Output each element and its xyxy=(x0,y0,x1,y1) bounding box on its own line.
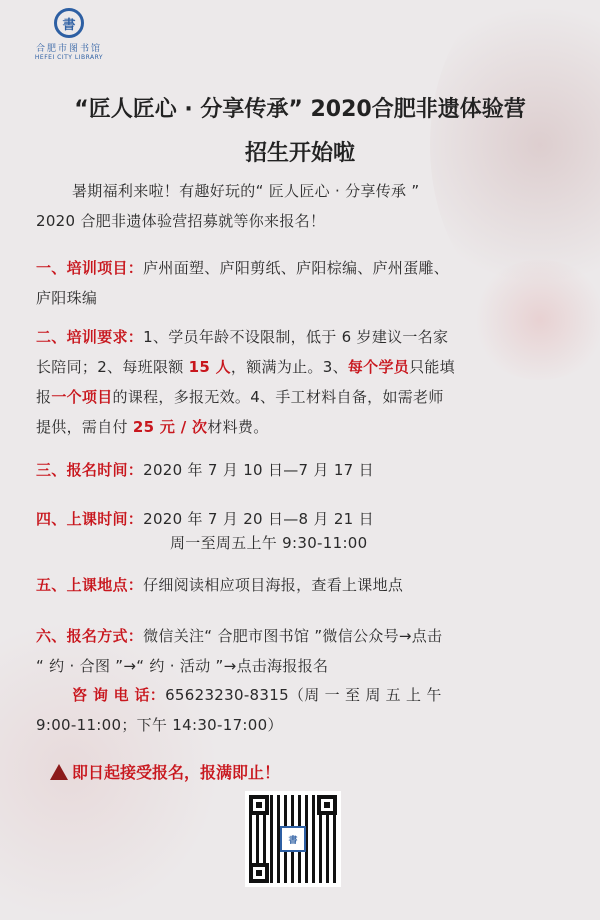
warning-triangle-icon xyxy=(50,764,68,780)
signup-text: 微信关注“ 合肥市图书馆 ”微信公众号→点击 xyxy=(143,627,443,645)
class-time-section xyxy=(36,504,576,558)
registration-time-section xyxy=(36,455,576,485)
requirements-text: 报 xyxy=(36,388,52,406)
registration-notice xyxy=(50,760,280,783)
poster-subtitle: 招生开始啦 xyxy=(244,141,355,166)
location-section xyxy=(36,570,576,600)
material-fee-highlight: 25 元 / 次 xyxy=(132,418,208,436)
qr-pattern xyxy=(249,795,337,883)
signup-label: 六、报名方式： xyxy=(36,627,144,645)
registration-time-label: 三、报名时间： xyxy=(36,461,144,479)
intro-paragraph xyxy=(36,176,576,236)
one-project-highlight: 一个项目 xyxy=(51,388,113,406)
consult-section xyxy=(36,680,576,740)
requirements-text: 长陪同；2、每班限额 xyxy=(36,358,189,376)
class-limit-highlight: 15 人 xyxy=(188,358,231,376)
notice-text: 即日起接受报名，报满即止！ xyxy=(72,763,281,782)
intro-line-1: 暑期福利来啦！有趣好玩的“ 匠人匠心 · 分享传承 ” xyxy=(72,182,420,200)
projects-text: 庐州面塑、庐阳剪纸、庐阳棕编、庐州蛋雕、 xyxy=(143,259,450,277)
intro-line-2: 2020 合肥非遗体验营招募就等你来报名！ xyxy=(36,212,326,230)
wechat-qr-code[interactable] xyxy=(245,791,341,887)
location-label: 五、上课地点： xyxy=(36,576,144,594)
requirements-text: 材料费。 xyxy=(207,418,269,436)
qr-logo-icon xyxy=(280,826,306,852)
projects-section xyxy=(36,253,576,313)
registration-time-text: 2020 年 7 月 10 日—7 月 17 日 xyxy=(143,461,374,479)
projects-label: 一、培训项目： xyxy=(36,259,144,277)
signup-text-2: “ 约 · 合图 ”→“ 约 · 活动 ”→点击海报报名 xyxy=(36,657,329,675)
class-time-dates: 2020 年 7 月 20 日—8 月 21 日 xyxy=(143,510,374,528)
consult-label: 咨 询 电 话： xyxy=(72,686,166,704)
signup-section xyxy=(36,621,576,681)
library-name-cn: 合肥市图书馆 xyxy=(35,44,102,54)
each-student-highlight: 每个学员 xyxy=(347,358,410,376)
library-logo xyxy=(14,8,124,61)
qr-finder-icon xyxy=(249,863,269,883)
requirements-label: 二、培训要求： xyxy=(36,328,144,346)
requirements-section xyxy=(36,322,576,442)
projects-text-2: 庐阳珠编 xyxy=(36,289,98,307)
requirements-text: 1、学员年龄不设限制，低于 6 岁建议一名家 xyxy=(143,328,449,346)
location-text: 仔细阅读相应项目海报，查看上课地点 xyxy=(143,576,404,594)
qr-finder-icon xyxy=(317,795,337,815)
requirements-text: ，额满为止。3、 xyxy=(230,358,348,376)
class-time-label: 四、上课时间： xyxy=(36,510,144,528)
qr-logo-mark: 書 xyxy=(288,835,298,846)
class-time-hours: 周一至周五上午 9:30-11:00 xyxy=(170,534,368,552)
qr-finder-icon xyxy=(249,795,269,815)
library-name-en: HEFEI CITY LIBRARY xyxy=(34,54,104,61)
requirements-text: 只能填 xyxy=(409,358,455,376)
consult-text-2: 9:00-11:00；下午 14:30-17:00） xyxy=(36,716,283,734)
requirements-text: 的课程，多报无效。4、手工材料自备，如需老师 xyxy=(112,388,444,406)
poster-title: “匠人匠心 · 分享传承” 2020合肥非遗体验营 xyxy=(74,97,526,122)
consult-text: 65623230-8315（周 一 至 周 五 上 午 xyxy=(165,686,442,704)
library-logo-icon: 書 xyxy=(54,8,84,38)
requirements-text: 提供，需自付 xyxy=(36,418,133,436)
